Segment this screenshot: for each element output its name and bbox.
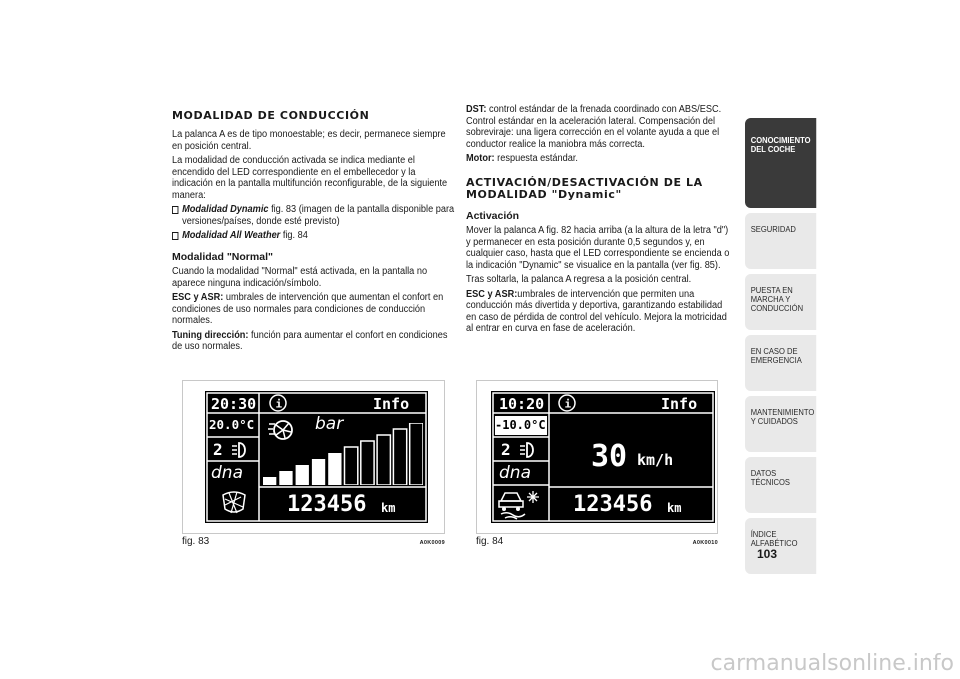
left-column	[172, 104, 455, 356]
chapter-tab-4[interactable]: EN CASO DE EMERGENCIA	[745, 335, 816, 391]
bullet-label: Modalidad All Weather	[182, 230, 281, 241]
paragraph-esc	[172, 292, 453, 327]
paragraph: La modalidad de conducción activada se indica mediante el encendido del LED correspondiente en el embellecedor y la indicación en la pantalla multifunción reconfigurable, de la siguiente manera:	[172, 155, 448, 201]
chapter-tab-7[interactable]: ÍNDICE ALFABÉTICO	[745, 518, 816, 574]
outside-temperature: 20.0°C	[209, 417, 255, 432]
paragraph-motor	[466, 153, 734, 165]
info-label: Info	[661, 395, 698, 413]
figure-83	[182, 380, 445, 547]
boost-bar-graph	[263, 423, 423, 485]
boost-bar-7	[361, 441, 374, 485]
boost-bar-5	[328, 453, 341, 485]
bullet-all-weather	[172, 230, 463, 242]
caption-label: fig. 83	[182, 536, 210, 547]
caption-code: A0K0010	[692, 540, 718, 546]
chapter-tab-2[interactable]: SEGURIDAD	[745, 213, 816, 269]
section-heading-modalidad: MODALIDAD DE CONDUCCIÓN	[172, 109, 370, 122]
chapter-tab-1[interactable]: CONOCIMIENTO DEL COCHE	[745, 118, 816, 208]
chapter-tab-6[interactable]: DATOS TÉCNICOS	[745, 457, 816, 513]
clock: 20:30	[211, 395, 257, 413]
bullet-text: fig. 83 (imagen de la pantalla disponible para versiones/países, donde esté previsto)	[182, 204, 455, 227]
chapter-tab-3[interactable]: PUESTA EN MARCHA Y CONDUCCIÓN	[745, 274, 816, 330]
boost-bar-2	[279, 471, 292, 485]
figure-frame	[182, 380, 445, 534]
caption-code: A0K0009	[419, 540, 445, 546]
paragraph: La palanca A es de tipo monoestable; es decir, permanece siempre en posición central.	[172, 129, 446, 152]
speed-unit: km/h	[637, 451, 674, 469]
boost-bar-10	[410, 423, 423, 485]
bullet-dynamic	[172, 204, 463, 227]
term-text: umbrales de intervención que permiten una conducción más divertida y deportiva, garantizando estabilidad en caso de pérdida de control del vehículo. Mejora la motricidad al entrar en curva en fase de aceleración.	[466, 288, 727, 334]
boost-bar-6	[345, 447, 358, 485]
display-screen-all-weather	[491, 391, 715, 523]
outside-temperature: -10.0°C	[495, 418, 546, 432]
term: ESC y ASR:	[172, 292, 224, 303]
gear-indicator: 2	[213, 440, 223, 459]
paragraph: Tras soltarla, la palanca A regresa a la posición central.	[466, 274, 692, 285]
boost-bar-8	[377, 435, 390, 485]
watermark: carmanualsonline.info	[710, 651, 954, 676]
headlight-icon	[231, 441, 249, 459]
figure-caption	[182, 536, 445, 547]
paragraph: Mover la palanca A fig. 82 hacia arriba (a la altura de la letra "d") y permanecer en esta posición durante 0,5 segundos y, en cualquier caso, hasta que el LED correspondiente se encienda o la indicación "Dynamic" se visualice en la pantalla (ver fig. 85).	[466, 225, 730, 271]
clock: 10:20	[499, 395, 545, 413]
odometer-unit: km	[667, 501, 682, 515]
subheading-activacion: Activación	[466, 209, 520, 222]
term: Tuning dirección:	[172, 329, 249, 341]
figure-frame	[476, 380, 718, 534]
term-text: umbrales de intervención que aumentan el confort en condiciones de uso normales para condiciones de conducción normales.	[172, 292, 444, 326]
paragraph-dst	[466, 104, 734, 150]
section-heading-activacion: ACTIVACIÓN/DESACTIVACIÓN DE LA MODALIDAD "Dynamic"	[466, 175, 703, 201]
boost-bar-1	[263, 477, 276, 485]
svg-text:i: i	[275, 397, 283, 411]
paragraph-tuning	[172, 330, 453, 353]
term: DST:	[466, 104, 487, 115]
odometer-unit: km	[381, 501, 396, 515]
term-text: respuesta estándar.	[494, 153, 578, 164]
gear-indicator: 2	[501, 440, 511, 459]
paragraph: Cuando la modalidad "Normal" está activada, en la pantalla no aparece ninguna indicación/símbolo.	[172, 266, 428, 289]
odometer: 123456	[573, 492, 653, 517]
svg-text:i: i	[564, 397, 572, 411]
subheading-normal: Modalidad "Normal"	[172, 250, 273, 263]
term: Motor:	[466, 153, 495, 164]
boost-bar-3	[296, 465, 309, 485]
page-number: 103	[757, 547, 778, 561]
info-label: Info	[373, 395, 410, 413]
figure-84	[476, 380, 718, 547]
display-screen-dynamic	[205, 391, 428, 523]
paragraph-esc	[466, 289, 734, 335]
figure-caption	[476, 536, 718, 547]
bullet-text: fig. 84	[280, 230, 308, 241]
chapter-tab-5[interactable]: MANTENIMIENTO Y CUIDADOS	[745, 396, 816, 452]
boost-unit-label: bar	[315, 414, 344, 434]
dynamic-mode-icon	[219, 487, 249, 517]
dna-label: dna	[211, 463, 243, 483]
headlight-icon	[519, 441, 537, 459]
caption-label: fig. 84	[476, 536, 504, 547]
bullet-label: Modalidad Dynamic	[182, 204, 269, 215]
chapter-index-tabs	[745, 118, 820, 579]
dna-label: dna	[499, 463, 531, 483]
speed-value: 30	[591, 439, 628, 474]
term: ESC y ASR:	[466, 288, 518, 300]
term-text: control estándar de la frenada coordinado con ABS/ESC. Control estándar en la aceleración lateral. Compensación del sobreviraje: una ligera corrección en el volante ayuda a que el conductor realice la maniobra más correcta.	[466, 104, 722, 150]
odometer: 123456	[287, 492, 367, 517]
term-text: función para aumentar el confort en condiciones de uso normales.	[172, 329, 448, 352]
right-column	[466, 104, 736, 338]
boost-bar-4	[312, 459, 325, 485]
all-weather-mode-icon	[495, 487, 547, 521]
boost-bar-9	[393, 429, 406, 485]
